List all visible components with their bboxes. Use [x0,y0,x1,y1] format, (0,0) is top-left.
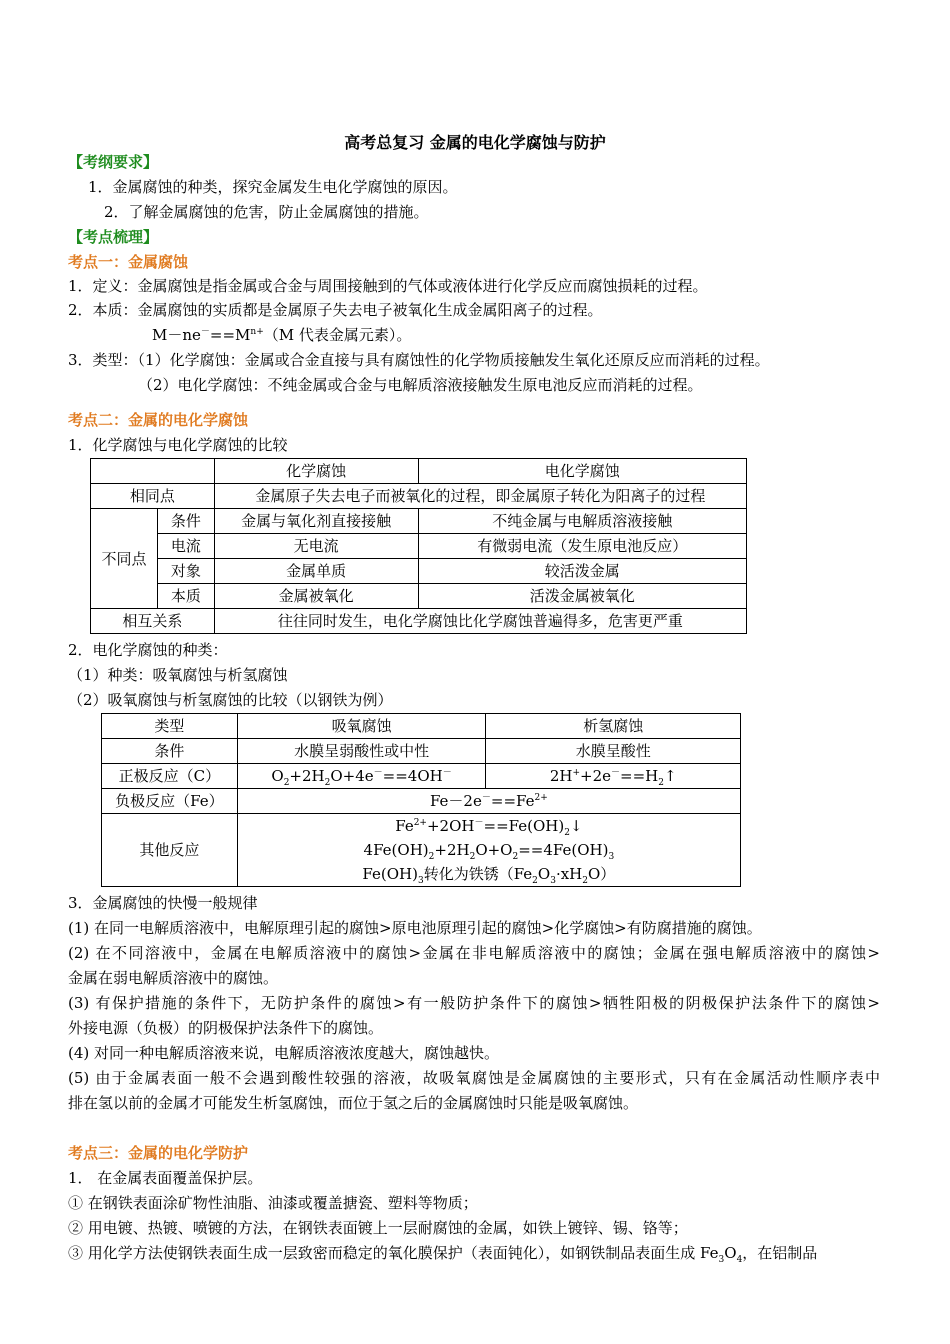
kp1-essence: 2．本质：金属腐蚀的实质都是金属原子失去电子被氧化生成金属阳离子的过程。 [68,301,603,319]
t2-cond-label: 条件 [102,739,238,764]
chem-cell: 金属单质 [214,559,418,584]
t2-other-label: 其他反应 [102,814,238,887]
kp3-item-c: ③ 用化学方法使钢铁表面生成一层致密而稳定的氧化膜保护（表面钝化），如钢铁制品表面生成 $Fe_3O_4$，在铝制品 [68,1244,818,1265]
aspect-cell: 电流 [157,534,214,559]
section-requirements-heading: 【考纲要求】 [68,153,159,171]
table-header-electro: 电化学腐蚀 [418,459,747,484]
row-label-same: 相同点 [91,484,215,509]
rule-2a: (2) 在不同溶液中，金属在电解质溶液中的腐蚀>金属在非电解质溶液中的腐蚀；金属在强电解质溶液中的腐蚀> [68,944,880,962]
table-corner [91,459,215,484]
t2-negative-label: 负极反应（Fe） [102,789,238,814]
kp1-equation: $M-ne^-==M^{n+}(M$ 代表金属元素）。 [152,326,412,344]
t2-other-equations [237,814,740,887]
t2-cond-h2: 水膜呈酸性 [486,739,741,764]
kp2-compare-title: 1．化学腐蚀与电化学腐蚀的比较 [68,436,288,454]
requirement-1: 1．金属腐蚀的种类，探究金属发生电化学腐蚀的原因。 [88,178,458,196]
t2-positive-h2-equation: $2H^++2e^-==H_2↑$ [486,764,741,789]
kp2-heading: 考点二：金属的电化学腐蚀 [68,411,249,429]
relation-value: 往往同时发生，电化学腐蚀比化学腐蚀普遍得多，危害更严重 [214,609,746,634]
rule-5b: 排在氢以前的金属才可能发生析氢腐蚀，而位于氢之后的金属腐蚀时只能是吸氧腐蚀。 [68,1094,639,1112]
kp3-item-b: ② 用电镀、热镀、喷镀的方法，在钢铁表面镀上一层耐腐蚀的金属，如铁上镀锌、锡、铬等； [68,1219,688,1237]
chem-cell: 金属被氧化 [214,584,418,609]
t2-other-eq-3: $Fe(OH)_3$转化为铁锈$(Fe_2O_3\cdot xH_2O)$ [362,865,616,886]
requirement-2: 2．了解金属腐蚀的危害，防止金属腐蚀的措施。 [104,203,429,221]
t2-positive-label: 正极反应（C） [102,764,238,789]
rule-2b: 金属在弱电解质溶液中的腐蚀。 [68,969,279,987]
comparison-table [90,458,747,634]
kp3-item-1: 1． 在金属表面覆盖保护层。 [68,1169,263,1187]
t2-other-eq-2: $4Fe(OH)_2+2H_2O+O_2==4Fe(OH)_3$ [363,841,615,862]
kp2-types-2: （2）吸氧腐蚀与析氢腐蚀的比较（以钢铁为例） [68,691,393,709]
t2-header-o2: 吸氧腐蚀 [237,714,486,739]
page-title: 高考总复习 金属的电化学腐蚀与防护 [344,133,606,152]
t2-cond-o2: 水膜呈弱酸性或中性 [237,739,486,764]
chem-cell: 无电流 [214,534,418,559]
electro-cell: 较活泼金属 [418,559,747,584]
kp1-type-electrochemical: （2）电化学腐蚀：不纯金属或合金与电解质溶液接触发生原电池反应而消耗的过程。 [138,376,703,394]
kp1-definition: 1．定义：金属腐蚀是指金属或合金与周围接触到的气体或液体进行化学反应而腐蚀损耗的过程。 [68,277,708,295]
kp3-item-a: ① 在钢铁表面涂矿物性油脂、油漆或覆盖搪瓷、塑料等物质； [68,1194,478,1212]
kp2-rule-title: 3．金属腐蚀的快慢一般规律 [68,894,258,912]
rule-1: (1) 在同一电解质溶液中，电解原理引起的腐蚀>原电池原理引起的腐蚀>化学腐蚀>有防腐措施的腐蚀。 [68,919,762,937]
section-points-heading: 【考点梳理】 [68,228,159,246]
same-value: 金属原子失去电子而被氧化的过程，即金属原子转化为阳离子的过程 [214,484,746,509]
t2-header-h2: 析氢腐蚀 [486,714,741,739]
corrosion-type-table [101,713,741,887]
t2-negative-equation: $Fe-2e^-==Fe^{2+}$ [237,789,740,814]
electro-cell: 不纯金属与电解质溶液接触 [418,509,747,534]
row-label-diff: 不同点 [91,509,158,609]
kp1-heading: 考点一：金属腐蚀 [68,253,189,271]
aspect-cell: 本质 [157,584,214,609]
kp3-heading: 考点三：金属的电化学防护 [68,1144,249,1162]
rule-4: (4) 对同一种电解质溶液来说，电解质溶液浓度越大，腐蚀越快。 [68,1044,500,1062]
aspect-cell: 对象 [157,559,214,584]
electro-cell: 有微弱电流（发生原电池反应） [418,534,747,559]
t2-other-eq-1: $Fe^{2+}+2OH^-==Fe(OH)_2↓$ [395,817,583,838]
rule-5a: (5) 由于金属表面一般不会遇到酸性较强的溶液，故吸氧腐蚀是金属腐蚀的主要形式，只有在金属活动性顺序表中 [68,1069,880,1087]
electro-cell: 活泼金属被氧化 [418,584,747,609]
aspect-cell: 条件 [157,509,214,534]
rule-3a: (3) 有保护措施的条件下，无防护条件的腐蚀>有一般防护条件下的腐蚀>牺牲阳极的阴极保护法条件下的腐蚀> [68,994,880,1012]
row-label-relation: 相互关系 [91,609,215,634]
t2-header-type: 类型 [102,714,238,739]
kp1-type-chemical: 3．类型：（1）化学腐蚀：金属或合金直接与具有腐蚀性的化学物质接触发生氧化还原反应而消耗的过程。 [68,351,770,369]
chem-cell: 金属与氧化剂直接接触 [214,509,418,534]
kp2-types-title: 2．电化学腐蚀的种类： [68,641,228,659]
rule-3b: 外接电源（负极）的阴极保护法条件下的腐蚀。 [68,1019,384,1037]
t2-positive-o2-equation: $O_2+2H_2O+4e^-==4OH^-$ [237,764,486,789]
table-header-chem: 化学腐蚀 [214,459,418,484]
kp2-types-1: （1）种类：吸氧腐蚀与析氢腐蚀 [68,666,288,684]
